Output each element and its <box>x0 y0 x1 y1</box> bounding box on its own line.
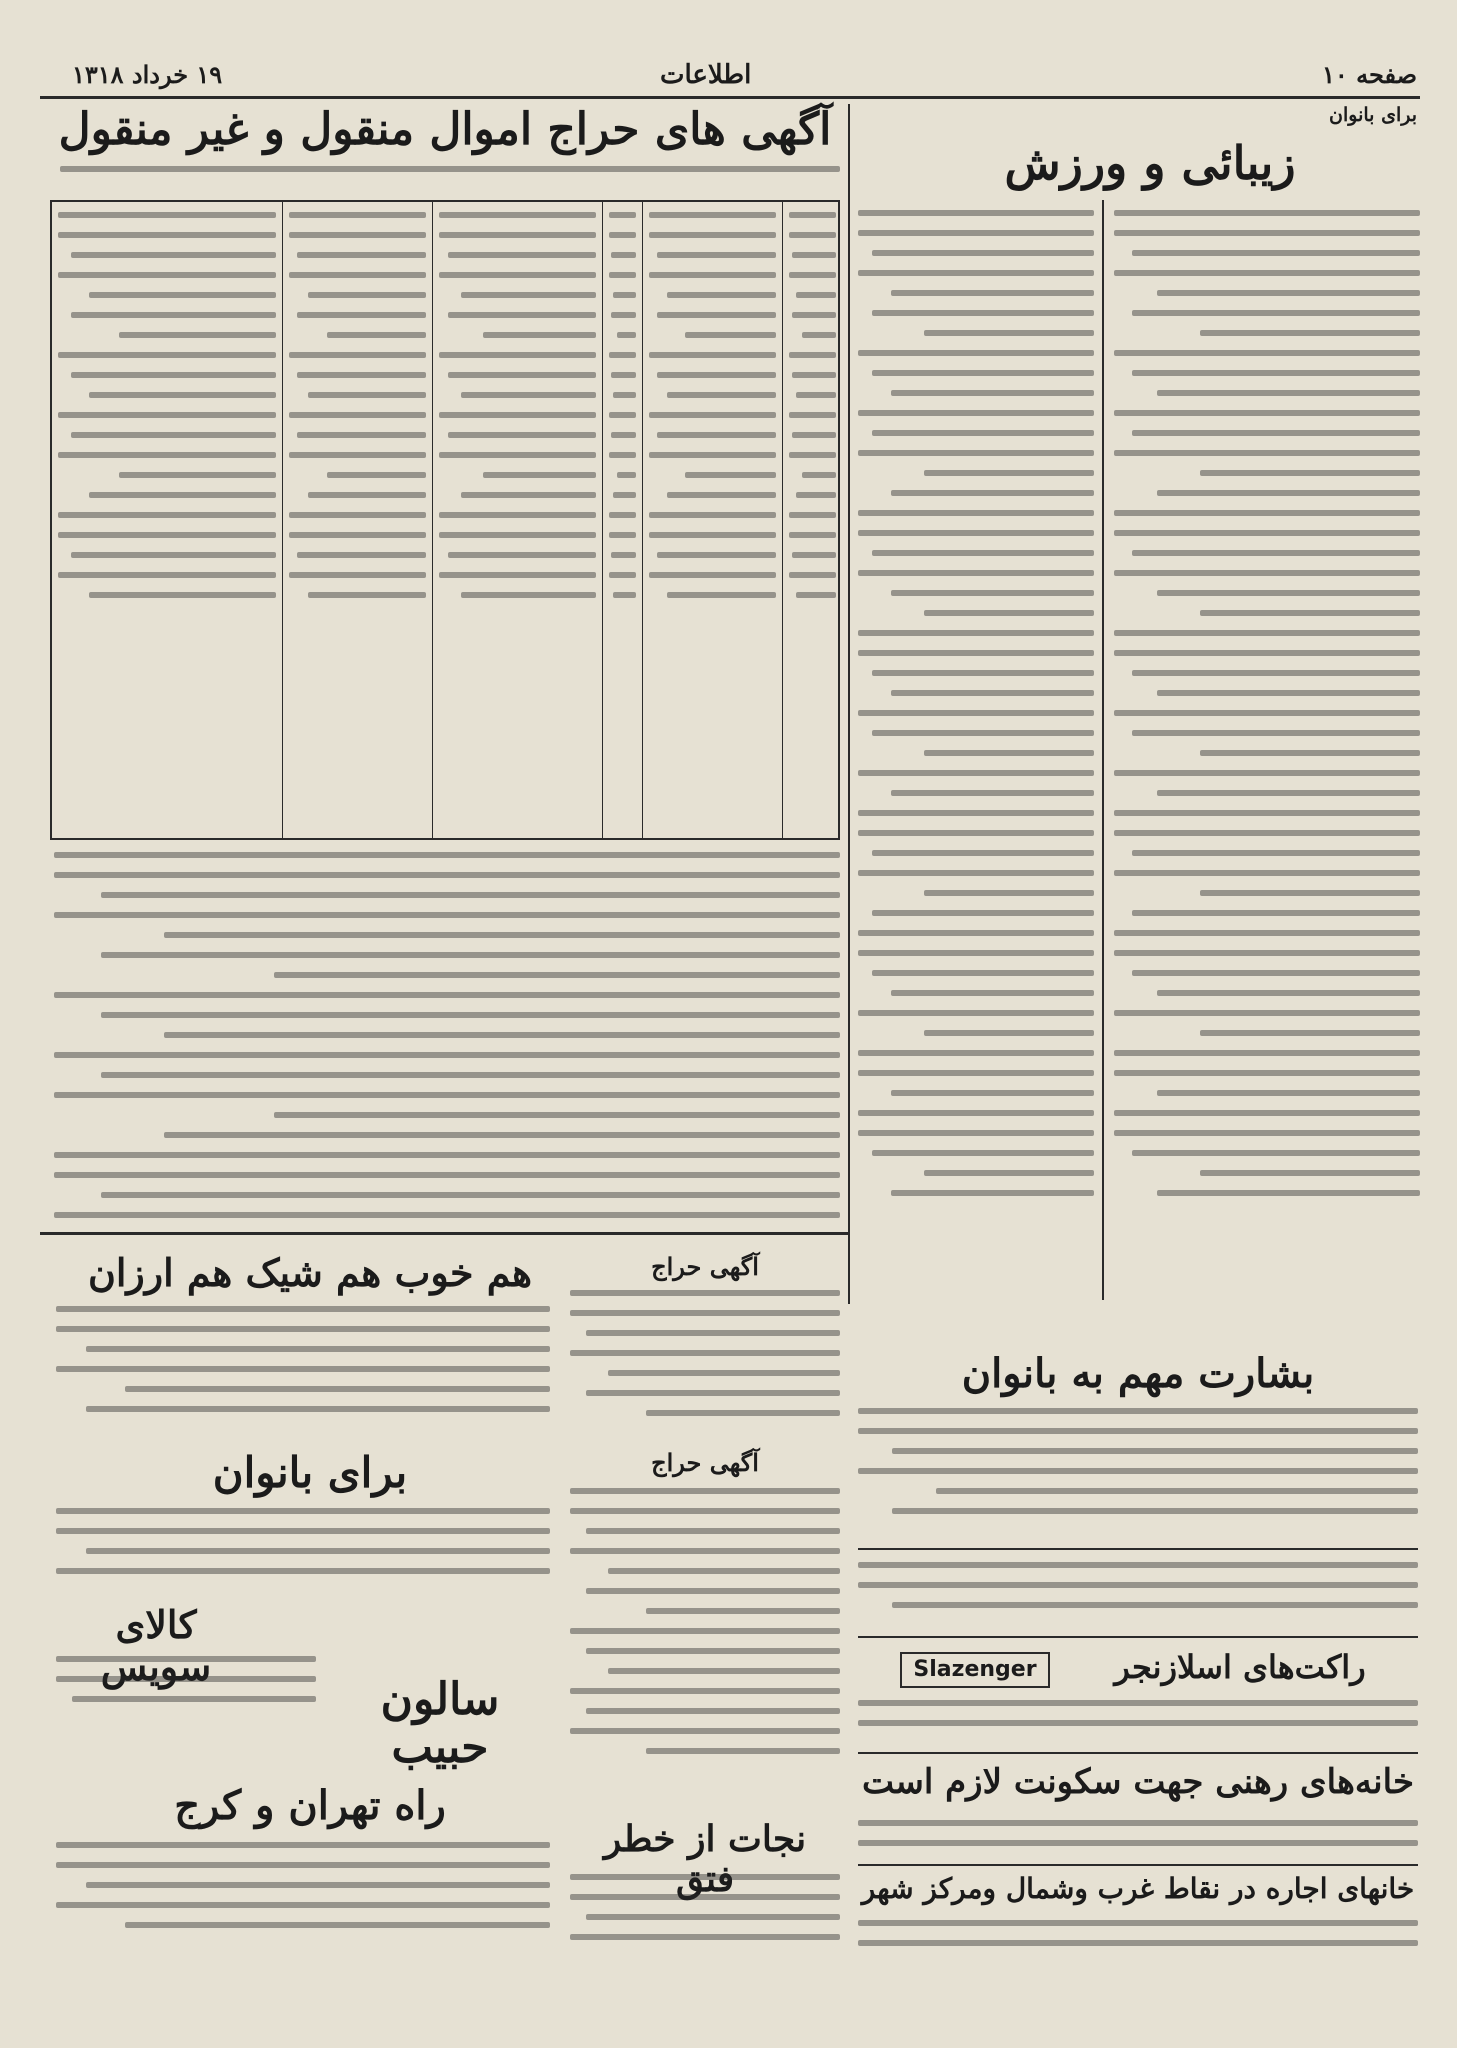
beauty-headline: زیبائی و ورزش <box>1004 136 1296 190</box>
ad-body <box>858 1562 1418 1628</box>
ad-headline: آگهی حراج <box>651 1252 759 1281</box>
section-rule <box>858 1752 1418 1754</box>
ad-headline: راه تهران و کرج <box>174 1782 446 1829</box>
auction-subheadline <box>60 166 840 186</box>
ad-brand: سالون حبیب <box>380 1674 500 1774</box>
ad-body <box>570 1874 840 1954</box>
page-number: صفحه ۱۰ <box>1321 60 1417 89</box>
ad-headline: هم خوب هم شیک هم ارزان <box>87 1250 533 1295</box>
ad-body <box>858 1820 1418 1860</box>
ad-body <box>570 1290 840 1440</box>
column-divider <box>1102 200 1104 1300</box>
ad-headline: نجات از خطر فتق <box>603 1818 807 1900</box>
ad-headline: خانه‌های رهنی جهت سکونت لازم است <box>861 1762 1415 1802</box>
auction-table <box>50 200 840 840</box>
ad-body <box>56 1842 550 1942</box>
ad-body <box>56 1306 550 1426</box>
section-rule <box>858 1636 1418 1638</box>
auction-headline: آگهی های حراج اموال منقول و غیر منقول <box>58 104 832 155</box>
ad-headline: بشارت مهم به بانوان <box>961 1350 1315 1397</box>
ad-body <box>56 1656 316 1736</box>
ad-headline: راکت‌های اسلازنجر <box>1114 1648 1366 1686</box>
article-body <box>1114 210 1420 1260</box>
column-divider <box>848 104 850 1304</box>
paper-name: اطلاعات <box>660 60 752 90</box>
brand-logo: Slazenger <box>900 1652 1050 1688</box>
article-body <box>858 210 1094 1300</box>
section-rule <box>858 1548 1418 1550</box>
section-tag: برای بانوان <box>1329 104 1417 126</box>
ad-body <box>858 1920 1418 1964</box>
ad-body <box>56 1508 550 1598</box>
ad-body <box>858 1700 1418 1746</box>
ad-brand: کالای سویس <box>100 1602 212 1689</box>
issue-date: ۱۹ خرداد ۱۳۱۸ <box>72 60 223 89</box>
ad-headline: آگهی حراج <box>651 1448 759 1477</box>
section-rule <box>40 1232 848 1235</box>
ad-headline: برای بانوان <box>212 1448 408 1497</box>
ad-headline: خانهای اجاره در نقاط غرب وشمال ومرکز شهر <box>861 1872 1415 1905</box>
ad-body <box>570 1488 840 1778</box>
masthead-rule <box>40 96 1420 99</box>
auction-notices <box>54 852 840 1232</box>
section-rule <box>858 1864 1418 1866</box>
ad-body <box>858 1408 1418 1538</box>
